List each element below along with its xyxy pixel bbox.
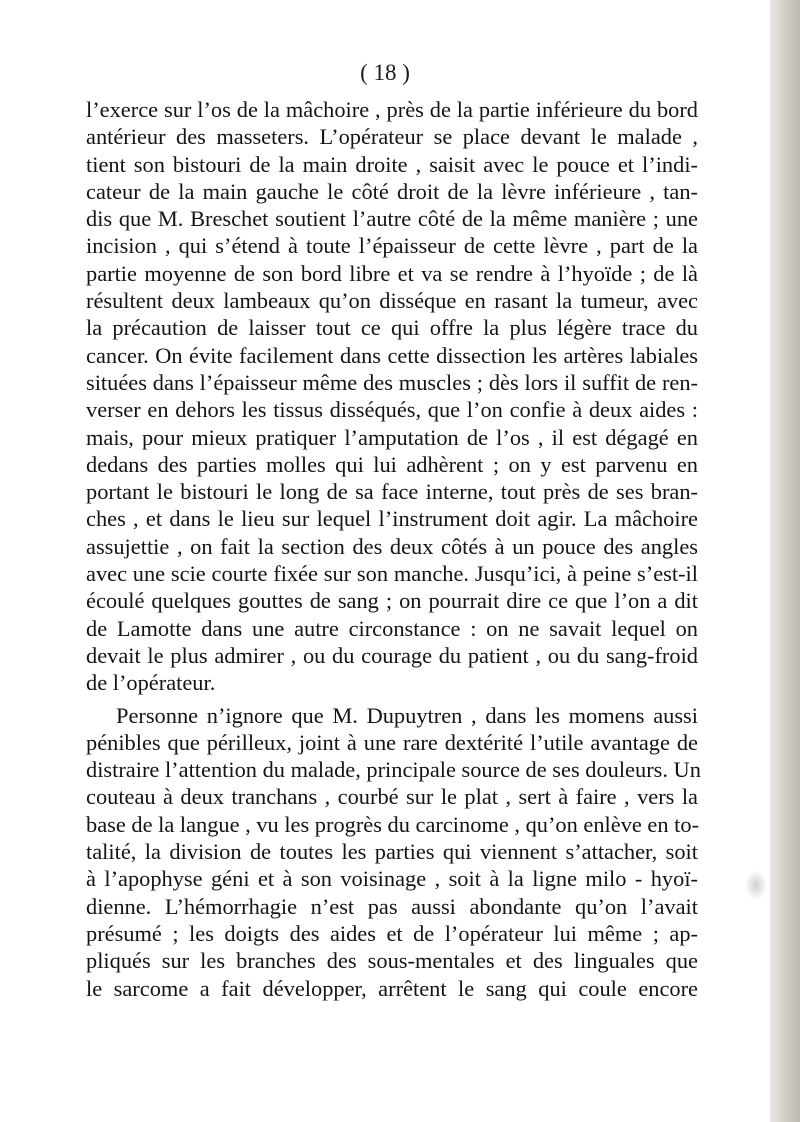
text-line: situées dans l’épaisseur même des muscles ; dès lors il suffit de ren- [86,369,698,395]
text-line: partie moyenne de son bord libre et va se rendre à l’hyoïde ; de là [86,260,698,286]
text-line: pénibles que périlleux, joint à une rare dextérité l’utile avantage de [86,729,698,755]
text-line: dienne. L’hémorrhagie n’est pas aussi abondante qu’on l’avait [86,893,698,919]
text-line: distraire l’attention du malade, principale source de ses douleurs. Un [86,757,701,783]
text-line: présumé ; les doigts des aides et de l’opérateur lui même ; ap- [86,920,698,946]
text-line: Personne n’ignore que M. Dupuytren , dans les momens aussi [116,702,698,728]
text-line: verser en dehors les tissus disséqués, que l’on confie à deux aides : [86,397,698,423]
text-line: mais, pour mieux pratiquer l’amputation de l’os , il est dégagé en [86,424,698,450]
text-line: la précaution de laisser tout ce qui offre la plus légère trace du [86,315,698,341]
body-text [86,96,701,1002]
text-line: dedans des parties molles qui lui adhèrent ; on y est parvenu en [86,451,698,477]
text-line: pliqués sur les branches des sous-mentales et des linguales que [86,948,698,974]
text-line: incision , qui s’étend à toute l’épaisseur de cette lèvre , part de la [86,233,698,259]
text-line: cateur de la main gauche le côté droit de la lèvre inférieure , tan- [86,178,698,204]
text-line: écoulé quelques gouttes de sang ; on pourrait dire ce que l’on a dit [86,588,698,614]
text-line: de l’opérateur. [86,670,216,696]
text-line: base de la langue , vu les progrès du carcinome , qu’on enlève en to- [86,811,700,837]
page-number: ( 18 ) [360,60,410,85]
text-line: couteau à deux tranchans , courbé sur le plat , sert à faire , vers la [86,784,698,810]
paragraph-2 [86,702,701,1002]
text-line: l’exerce sur l’os de la mâchoire , près de la partie inférieure du bord [86,97,698,122]
text-line: tient son bistouri de la main droite , saisit avec le pouce et l’indi- [86,151,698,177]
text-line: ches , et dans le lieu sur lequel l’instrument doit agir. La mâchoire [86,506,698,532]
text-line: de Lamotte dans une autre circonstance : on ne savait lequel on [86,615,698,641]
text-line: antérieur des masseters. L’opérateur se place devant le malade , [86,124,698,150]
text-line: talité, la division de toutes les parties qui viennent s’attacher, soit [86,839,698,865]
paper-smudge [745,870,767,900]
text-line: dis que M. Breschet soutient l’autre côté de la même manière ; une [86,206,698,232]
text-line: assujettie , on fait la section des deux côtés à un pouce des angles [86,533,698,559]
paragraph-1 [86,96,698,697]
text-line: résultent deux lambeaux qu’on disséque en rasant la tumeur, avec [86,288,698,314]
text-line: devait le plus admirer , ou du courage du patient , ou du sang-froid [86,642,698,668]
text-line: portant le bistouri le long de sa face interne, tout près de ses bran- [86,479,698,505]
text-line: cancer. On évite facilement dans cette dissection les artères labiales [86,342,698,368]
text-line: le sarcome a fait développer, arrêtent le sang qui coule encore [86,975,698,1001]
text-line: à l’apophyse géni et à son voisinage , soit à la ligne milo - hyoï- [86,866,698,892]
text-line: avec une scie courte fixée sur son manche. Jusqu’ici, à peine s’est-il [86,561,698,587]
page-gutter-shadow [770,0,800,1122]
